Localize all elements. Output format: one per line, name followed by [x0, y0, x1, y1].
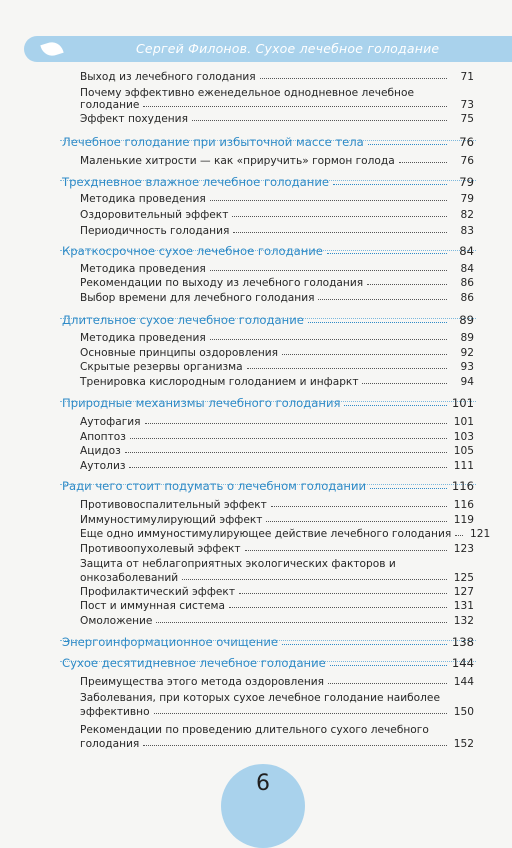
- dot-leader: [399, 162, 447, 163]
- toc-entry-title: Защита от неблагоприятных экологических факторов и: [80, 558, 396, 570]
- toc-entry-title: эффективно: [80, 706, 150, 718]
- toc-entry-title: Омоложение: [80, 615, 153, 627]
- toc-section-entry[interactable]: [62, 396, 474, 410]
- toc-page-number: 79: [460, 193, 474, 205]
- toc-entry[interactable]: [80, 113, 474, 125]
- dot-leader: [327, 253, 447, 254]
- toc-entry-title: Выход из лечебного голодания: [80, 71, 256, 83]
- toc-entry[interactable]: [80, 155, 474, 167]
- toc-entry[interactable]: [80, 528, 491, 540]
- dot-leader: [308, 322, 447, 323]
- toc-page-number: 144: [453, 676, 474, 688]
- toc-entry[interactable]: [80, 361, 474, 373]
- toc-entry-title: Выбор времени для лечебного голодания: [80, 292, 315, 304]
- toc-entry[interactable]: [80, 615, 474, 627]
- toc-section-entry[interactable]: [62, 135, 474, 149]
- toc-entry-title: Рекомендации по выходу из лечебного голодания: [80, 277, 364, 289]
- toc-entry[interactable]: [80, 600, 474, 612]
- dot-leader: [455, 535, 463, 536]
- toc-section-entry[interactable]: [62, 244, 474, 258]
- toc-entry[interactable]: [80, 572, 474, 584]
- dot-leader: [247, 368, 447, 369]
- toc-page-number: 75: [460, 113, 474, 125]
- toc-page-number: 125: [453, 572, 474, 584]
- toc-entry-title: Рекомендации по проведению длительного сухого лечебного: [80, 724, 429, 736]
- page-number: 6: [256, 771, 270, 796]
- toc-page-number: 92: [460, 347, 474, 359]
- toc-entry-title: Скрытые резервы организма: [80, 361, 243, 373]
- toc-entry[interactable]: [80, 292, 474, 304]
- dot-leader: [239, 593, 447, 594]
- toc-page-number: 101: [451, 396, 474, 410]
- toc-entry-title: Еще одно иммуностимулирующее действие лечебного голодания: [80, 528, 452, 540]
- toc-page-number: 86: [460, 277, 474, 289]
- toc-entry[interactable]: [80, 225, 474, 237]
- toc-page-number: 132: [453, 615, 474, 627]
- toc-entry-title: Заболевания, при которых сухое лечебное голодание наиболее: [80, 692, 440, 704]
- dot-leader: [282, 354, 447, 355]
- toc-entry-title: Аутолиз: [80, 460, 126, 472]
- dot-leader: [143, 106, 447, 107]
- toc-entry-title: Апоптоз: [80, 431, 126, 443]
- toc-page-number: 89: [460, 332, 474, 344]
- toc-entry[interactable]: [80, 376, 474, 388]
- toc-entry-title: Периодичность голодания: [80, 225, 230, 237]
- toc-entry[interactable]: [80, 676, 474, 688]
- toc-page-number: 138: [451, 635, 474, 649]
- toc-entry[interactable]: [80, 263, 474, 275]
- toc-section-entry[interactable]: [62, 656, 474, 670]
- toc-page-number: 94: [460, 376, 474, 388]
- toc-entry-title: Преимущества этого метода оздоровления: [80, 676, 325, 688]
- dot-leader: [370, 488, 447, 489]
- toc-entry[interactable]: [80, 586, 474, 598]
- toc-section-entry[interactable]: [62, 479, 474, 493]
- toc-entry[interactable]: [80, 514, 474, 526]
- dot-leader: [271, 506, 447, 507]
- running-header: Сергей Филонов. Сухое лечебное голодание: [136, 41, 440, 56]
- dot-leader: [362, 383, 447, 384]
- toc-entry[interactable]: [80, 431, 474, 443]
- toc-entry[interactable]: [80, 738, 474, 750]
- toc-entry-title: Краткосрочное сухое лечебное голодание: [62, 244, 323, 258]
- dot-leader: [125, 452, 447, 453]
- toc-page-number: 121: [470, 528, 491, 540]
- toc-entry-title: Основные принципы оздоровления: [80, 347, 279, 359]
- dot-leader: [229, 607, 447, 608]
- toc-page-number: 127: [453, 586, 474, 598]
- toc-page-number: 71: [460, 71, 474, 83]
- dot-leader: [318, 299, 447, 300]
- toc-entry[interactable]: [80, 416, 474, 428]
- dot-leader: [266, 521, 447, 522]
- toc-page-number: 119: [453, 514, 474, 526]
- toc-entry-title: Эффект похудения: [80, 113, 188, 125]
- toc-page-number: 123: [453, 543, 474, 555]
- toc-page-number: 111: [453, 460, 474, 472]
- toc-page-number: 131: [453, 600, 474, 612]
- toc-entry-title: Лечебное голодание при избыточной массе тела: [62, 135, 364, 149]
- toc-page-number: 79: [459, 175, 474, 189]
- dot-leader: [260, 78, 447, 79]
- toc-page-number: 150: [453, 706, 474, 718]
- toc-entry[interactable]: [80, 445, 474, 457]
- toc-page-number: 73: [460, 99, 474, 111]
- toc-entry-title: Трехдневное влажное лечебное голодание: [62, 175, 329, 189]
- toc-page-number: 116: [453, 499, 474, 511]
- dot-leader: [368, 144, 447, 145]
- toc-page-number: 84: [459, 244, 474, 258]
- dot-leader: [245, 550, 447, 551]
- dot-leader: [182, 579, 447, 580]
- toc-entry[interactable]: [80, 193, 474, 205]
- dot-leader: [154, 713, 447, 714]
- toc-entry-title: голодание: [80, 99, 140, 111]
- toc-page-number: 93: [460, 361, 474, 373]
- toc-entry-title: Ацидоз: [80, 445, 121, 457]
- toc-entry[interactable]: [80, 332, 474, 344]
- dot-leader: [282, 644, 447, 645]
- dot-leader: [330, 665, 447, 666]
- toc-page-number: 83: [460, 225, 474, 237]
- toc-entry-title: Ради чего стоит подумать о лечебном голодании: [62, 479, 367, 493]
- toc-page-number: 103: [453, 431, 474, 443]
- toc-entry[interactable]: [80, 71, 474, 83]
- toc-entry-title: Аутофагия: [80, 416, 141, 428]
- toc-entry-title: Методика проведения: [80, 263, 206, 275]
- toc-entry-title: Природные механизмы лечебного голодания: [62, 396, 341, 410]
- toc-page-number: 144: [451, 656, 474, 670]
- toc-entry-title: голодания: [80, 738, 140, 750]
- toc-entry-title: Энергоинформационное очищение: [62, 635, 279, 649]
- toc-page-number: 86: [460, 292, 474, 304]
- toc-entry[interactable]: [80, 706, 474, 718]
- toc-page-number: 152: [453, 738, 474, 750]
- toc-page-number: 105: [453, 445, 474, 457]
- toc-page-number: 76: [460, 155, 474, 167]
- dot-leader: [210, 339, 447, 340]
- toc-section-entry[interactable]: [62, 175, 474, 189]
- dot-leader: [129, 467, 447, 468]
- toc-entry-title: Методика проведения: [80, 193, 206, 205]
- dot-leader: [233, 232, 447, 233]
- toc-entry-title: Сухое десятидневное лечебное голодание: [62, 656, 326, 670]
- toc-entry-title: Тренировка кислородным голоданием и инфаркт: [80, 376, 359, 388]
- dot-leader: [130, 438, 447, 439]
- dot-leader: [210, 200, 447, 201]
- dot-leader: [344, 405, 447, 406]
- toc-entry[interactable]: [80, 277, 474, 289]
- toc-entry-title: Иммуностимулирующий эффект: [80, 514, 263, 526]
- dot-leader: [143, 745, 447, 746]
- toc-entry[interactable]: [80, 543, 474, 555]
- dot-leader: [328, 683, 447, 684]
- toc-entry-title: Длительное сухое лечебное голодание: [62, 313, 304, 327]
- toc-entry[interactable]: [80, 460, 474, 472]
- toc-entry-title: Методика проведения: [80, 332, 206, 344]
- dot-leader: [210, 270, 447, 271]
- toc-page-number: 101: [453, 416, 474, 428]
- dot-leader: [192, 120, 447, 121]
- toc-entry-title: Противоопухолевый эффект: [80, 543, 241, 555]
- toc-entry-title: Противовоспалительный эффект: [80, 499, 267, 511]
- toc-page-number: 89: [459, 313, 474, 327]
- dot-leader: [333, 184, 447, 185]
- toc-page-number: 76: [459, 135, 474, 149]
- dot-leader: [145, 423, 447, 424]
- toc-entry-title: онкозаболеваний: [80, 572, 179, 584]
- dot-leader: [156, 622, 447, 623]
- toc-entry-title: Профилактический эффект: [80, 586, 235, 598]
- toc-entry[interactable]: [80, 499, 474, 511]
- toc-section-entry[interactable]: [62, 313, 474, 327]
- toc-section-entry[interactable]: [62, 635, 474, 649]
- toc-entry-title: Маленькие хитрости — как «приручить» гормон голода: [80, 155, 395, 167]
- toc-entry-title: Почему эффективно еженедельное однодневное лечебное: [80, 87, 414, 99]
- toc-entry-title: Оздоровительный эффект: [80, 209, 229, 221]
- toc-page-number: 84: [460, 263, 474, 275]
- toc-entry-title: Пост и иммунная система: [80, 600, 225, 612]
- dot-leader: [367, 284, 447, 285]
- toc-entry[interactable]: [80, 209, 474, 221]
- dot-leader: [232, 216, 447, 217]
- toc-page-number: 116: [451, 479, 474, 493]
- toc-entry[interactable]: [80, 347, 474, 359]
- toc-entry[interactable]: [80, 99, 474, 111]
- toc-page-number: 82: [460, 209, 474, 221]
